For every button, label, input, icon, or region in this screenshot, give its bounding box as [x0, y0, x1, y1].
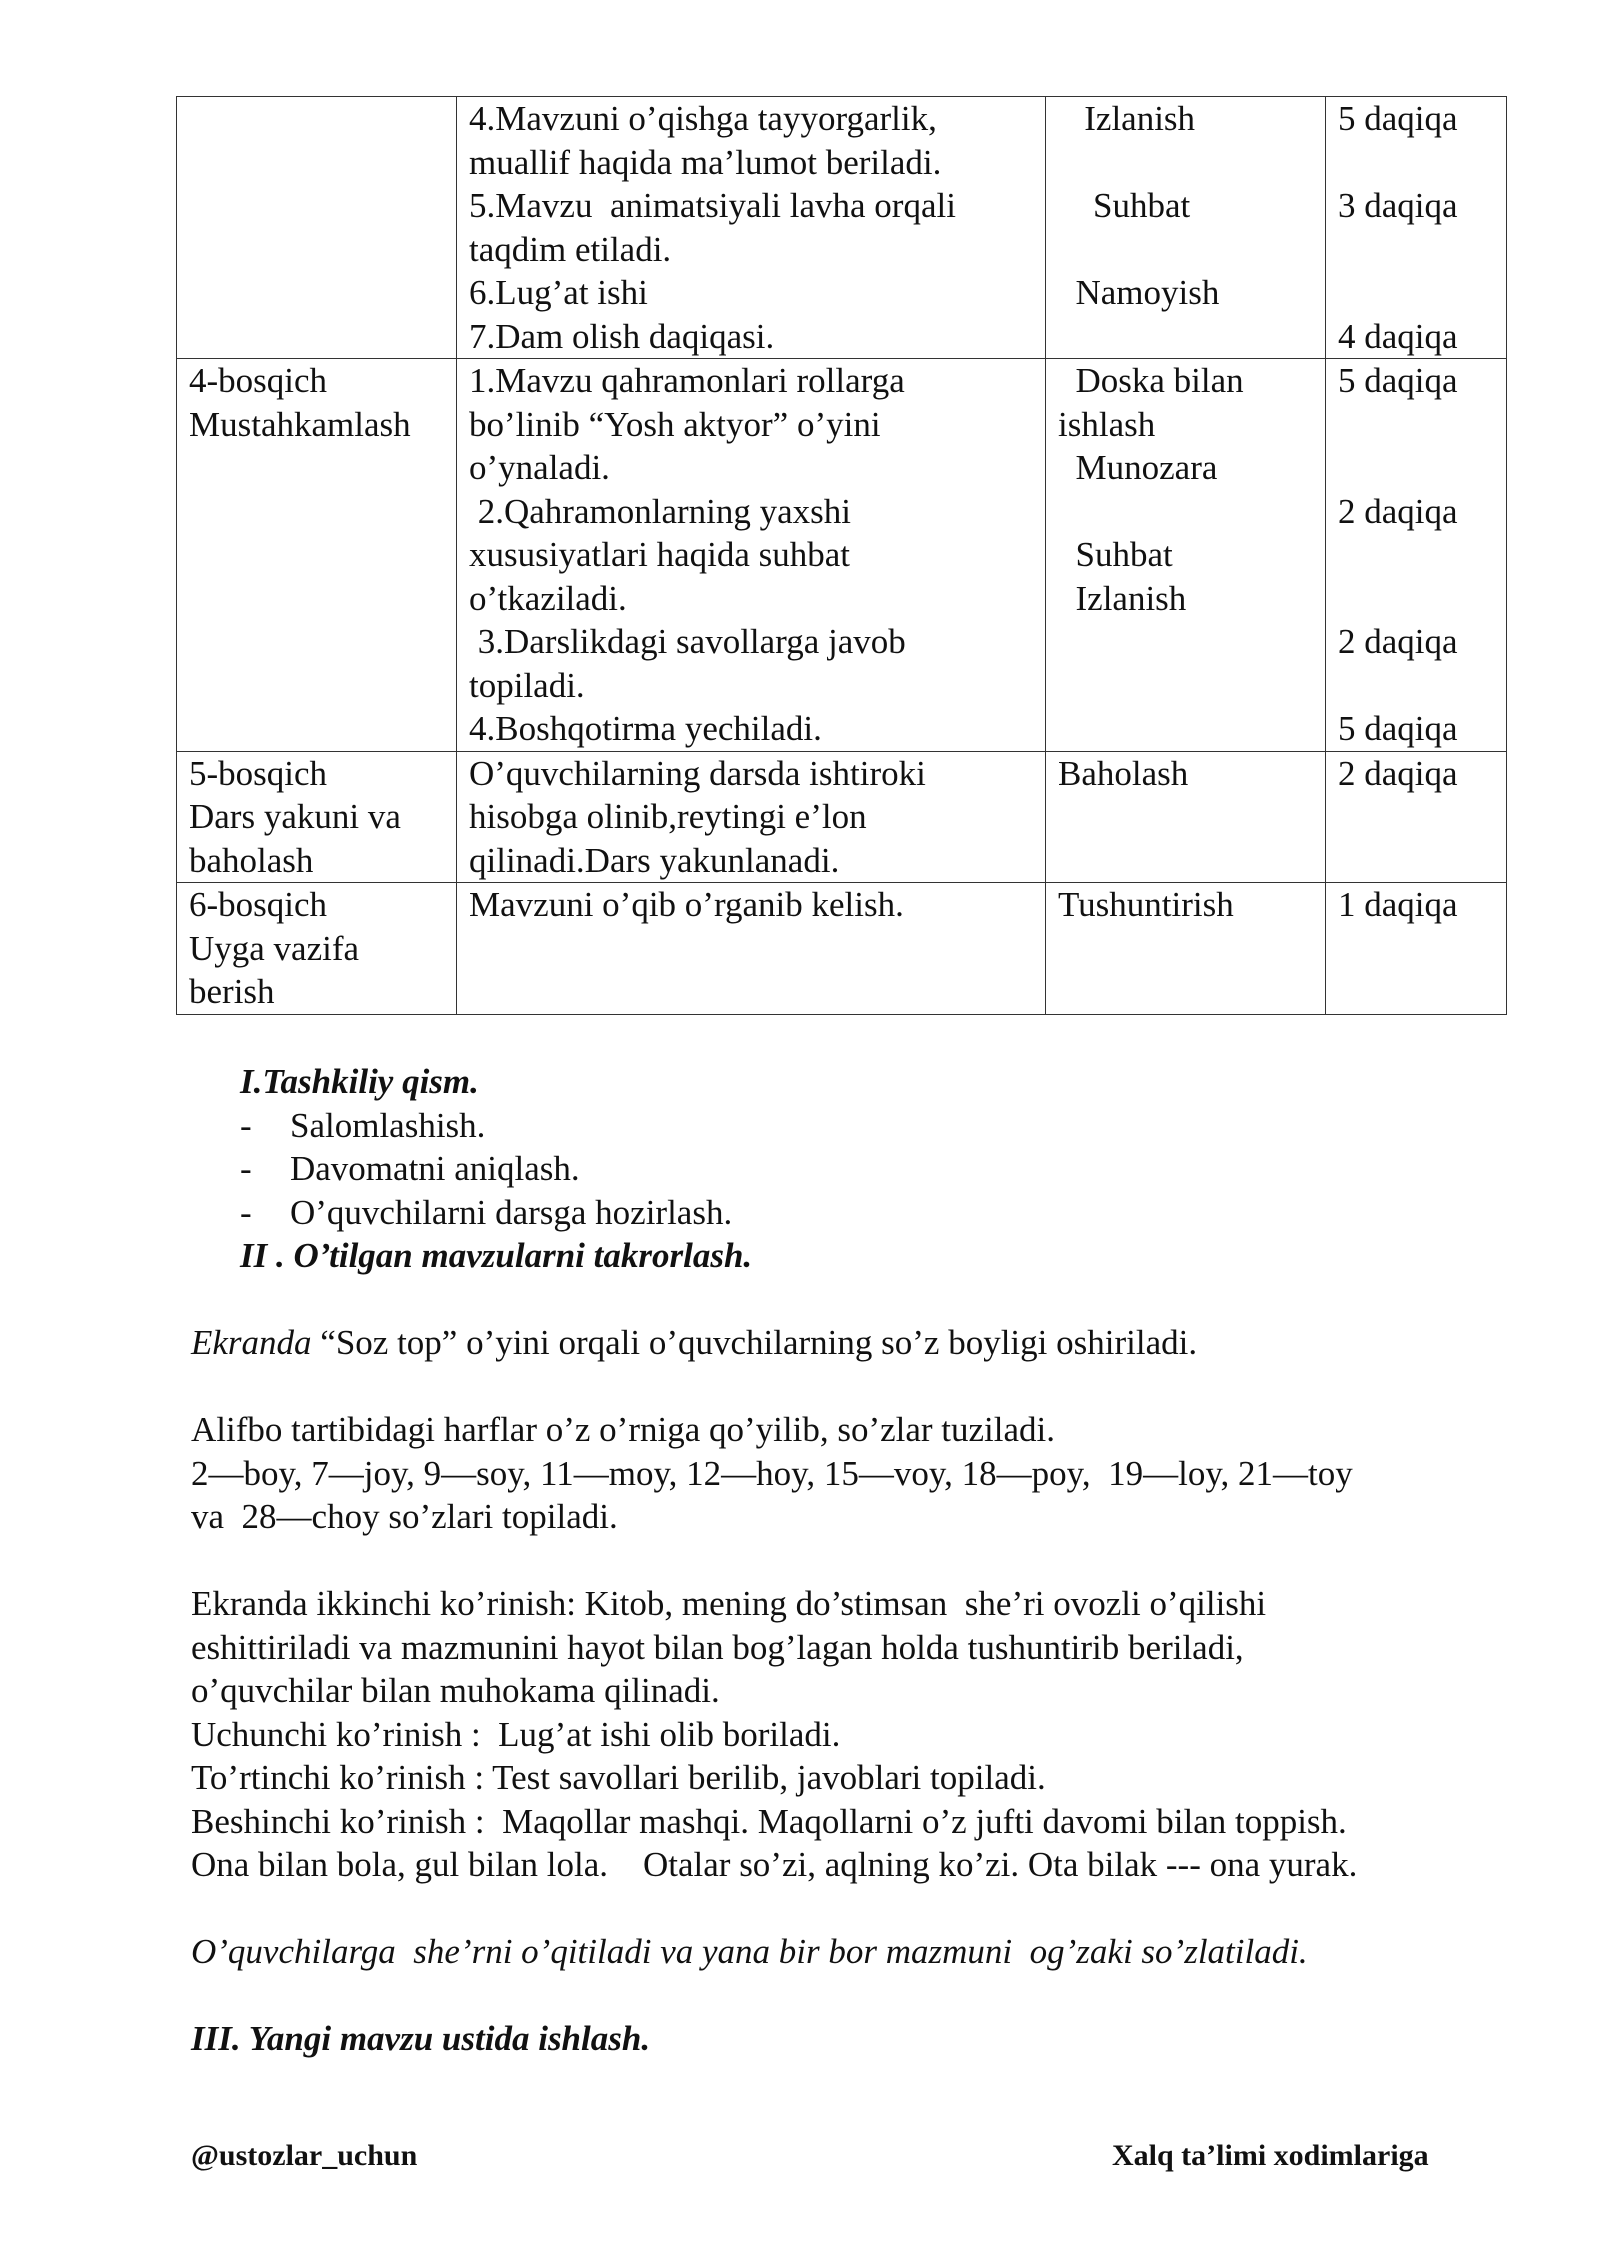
cell-line: 2.Qahramonlarning yaxshi — [469, 491, 851, 531]
activities-cell — [457, 359, 1046, 752]
cell-line — [1338, 141, 1496, 185]
cell-line: 5.Mavzu animatsiyali lavha orqali — [469, 186, 956, 225]
cell-line: o’ynaladi. — [469, 448, 610, 487]
cell-line — [1058, 490, 1315, 534]
cell-line: 6.Lug’at ishi — [469, 273, 648, 312]
cell-line — [1058, 664, 1315, 708]
stage-cell — [177, 97, 457, 359]
cell-line: Dars yakuni va — [189, 797, 401, 836]
cell-line: 5 daqiqa — [1338, 99, 1458, 138]
cell-line: 1.Mavzu qahramonlari rollarga — [469, 361, 905, 400]
section-3-title: III. Yangi mavzu ustida ishlash. — [191, 2019, 651, 2058]
time-cell — [1326, 359, 1507, 752]
paragraph-ekranda — [191, 1321, 1521, 1365]
cell-line: 6-bosqich — [189, 885, 328, 924]
cell-line: 5 daqiqa — [1338, 361, 1458, 400]
table-row — [177, 751, 1507, 883]
stage-cell — [177, 359, 457, 752]
cell-line: 2 daqiqa — [1338, 753, 1458, 793]
paragraph-alifbo — [191, 1408, 1521, 1539]
text-line: Ekranda ikkinchi ko’rinish: Kitob, mening do’stimsan she’ri ovozli o’qilishi — [191, 1584, 1267, 1623]
section-2-title: II . O’tilgan mavzularni takrorlash. — [240, 1236, 753, 1275]
cell-line: o’tkaziladi. — [469, 578, 627, 618]
list-item: - O’quvchilarni darsga hozirlash. — [240, 1192, 733, 1232]
cell-line: 1 daqiqa — [1338, 885, 1458, 924]
cell-line: baholash — [189, 840, 314, 880]
list-item: - Davomatni aniqlash. — [240, 1149, 580, 1188]
text-line: Beshinchi ko’rinish : Maqollar mashqi. Maqollarni o’z jufti davomi bilan toppish. — [191, 1801, 1347, 1841]
ekranda-word: Ekranda — [191, 1323, 312, 1362]
text-line: o’quvchilar bilan muhokama qilinadi. — [191, 1671, 720, 1710]
cell-line — [1058, 228, 1315, 272]
footer-left: @ustozlar_uchun — [191, 2139, 418, 2172]
cell-line — [1338, 403, 1496, 447]
activities-cell — [457, 883, 1046, 1015]
methods-cell — [1046, 359, 1326, 752]
activities-cell — [457, 97, 1046, 359]
cell-line: 5-bosqich — [189, 753, 328, 793]
cell-line: Suhbat — [1058, 535, 1173, 574]
cell-line: 3 daqiqa — [1338, 186, 1458, 225]
text-line: Uchunchi ko’rinish : Lug’at ishi olib boriladi. — [191, 1714, 841, 1754]
cell-line: Izlanish — [1058, 99, 1196, 138]
cell-line: 2 daqiqa — [1338, 491, 1458, 531]
cell-line: Munozara — [1058, 448, 1218, 487]
text-line: Ona bilan bola, gul bilan lola. Otalar so’zi, aqlning ko’zi. Ota bilak --- ona yurak. — [191, 1845, 1358, 1884]
activities-cell — [457, 751, 1046, 883]
section-1-title: I.Tashkiliy qism. — [240, 1062, 479, 1101]
time-cell — [1326, 97, 1507, 359]
cell-line: hisobga olinib,reytingi e’lon — [469, 797, 867, 836]
cell-line: 4.Mavzuni o’qishga tayyorgarlik, — [469, 99, 937, 138]
cell-line — [1058, 707, 1315, 751]
cell-line: Namoyish — [1058, 273, 1220, 312]
cell-line — [1338, 664, 1496, 708]
cell-line: Suhbat — [1058, 186, 1191, 225]
cell-line: Doska bilan — [1058, 361, 1244, 400]
footer-right: Xalq ta’limi xodimlariga — [1112, 2139, 1429, 2172]
cell-line: Baholash — [1058, 753, 1189, 793]
cell-line: Tushuntirish — [1058, 885, 1234, 924]
cell-line — [1338, 577, 1496, 621]
text-line: 2—boy, 7—joy, 9—soy, 11—moy, 12—hoy, 15—voy, 18—poy, 19—loy, 21—toy — [191, 1453, 1353, 1493]
table-row — [177, 883, 1507, 1015]
ekranda-text: “Soz top” o’yini orqali o’quvchilarning so’z boyligi oshiriladi. — [311, 1323, 1198, 1362]
cell-line: bo’linib “Yosh aktyor” o’yini — [469, 404, 881, 444]
cell-line: 2 daqiqa — [1338, 622, 1458, 661]
list-item: - Salomlashish. — [240, 1105, 486, 1145]
text-line: To’rtinchi ko’rinish : Test savollari berilib, javoblari topiladi. — [191, 1758, 1046, 1797]
section-new-topic — [191, 2017, 1521, 2061]
text-line: va 28—choy so’zlari topiladi. — [191, 1497, 618, 1536]
cell-line: muallif haqida ma’lumot beriladi. — [469, 142, 942, 182]
methods-cell — [1046, 751, 1326, 883]
table-row — [177, 97, 1507, 359]
cell-line: xususiyatlari haqida suhbat — [469, 535, 851, 574]
cell-line: 4 daqiqa — [1338, 316, 1458, 356]
cell-line: berish — [189, 972, 275, 1011]
cell-line: O’quvchilarning darsda ishtiroki — [469, 753, 926, 793]
cell-line: 4.Boshqotirma yechiladi. — [469, 709, 822, 748]
stage-cell — [177, 751, 457, 883]
cell-line: Uyga vazifa — [189, 928, 360, 968]
cell-line: ishlash — [1058, 404, 1156, 444]
text-line: O’quvchilarga she’rni o’qitiladi va yana bir bor mazmuni og’zaki so’zlatiladi. — [191, 1932, 1308, 1971]
cell-line — [1058, 315, 1315, 359]
text-line: eshittiriladi va mazmunini hayot bilan bog’lagan holda tushuntirib beriladi, — [191, 1627, 1244, 1667]
cell-line: Mustahkamlash — [189, 404, 411, 444]
cell-line: topiladi. — [469, 665, 585, 705]
cell-line — [1338, 271, 1496, 315]
time-cell — [1326, 751, 1507, 883]
paragraph-screens — [191, 1582, 1521, 1887]
text-line: Alifbo tartibidagi harflar o’z o’rniga qo’yilib, so’zlar tuziladi. — [191, 1410, 1056, 1449]
cell-line: qilinadi.Dars yakunlanadi. — [469, 840, 840, 880]
cell-line: Mavzuni o’qib o’rganib kelish. — [469, 885, 904, 924]
cell-line: Izlanish — [1058, 578, 1187, 618]
section-organizational — [240, 1060, 1570, 1278]
time-cell — [1326, 883, 1507, 1015]
cell-line — [1058, 620, 1315, 664]
cell-line — [1338, 228, 1496, 272]
cell-line: taqdim etiladi. — [469, 229, 672, 269]
methods-cell — [1046, 883, 1326, 1015]
cell-line — [1338, 446, 1496, 490]
cell-line: 3.Darslikdagi savollarga javob — [469, 622, 906, 661]
paragraph-italic — [191, 1930, 1521, 1974]
cell-line: 5 daqiqa — [1338, 709, 1458, 748]
cell-line: 7.Dam olish daqiqasi. — [469, 316, 775, 356]
cell-line — [1338, 533, 1496, 577]
stage-cell — [177, 883, 457, 1015]
cell-line — [1058, 141, 1315, 185]
cell-line: 4-bosqich — [189, 361, 328, 400]
methods-cell — [1046, 97, 1326, 359]
table-row — [177, 359, 1507, 752]
lesson-plan-table — [176, 96, 1507, 1015]
